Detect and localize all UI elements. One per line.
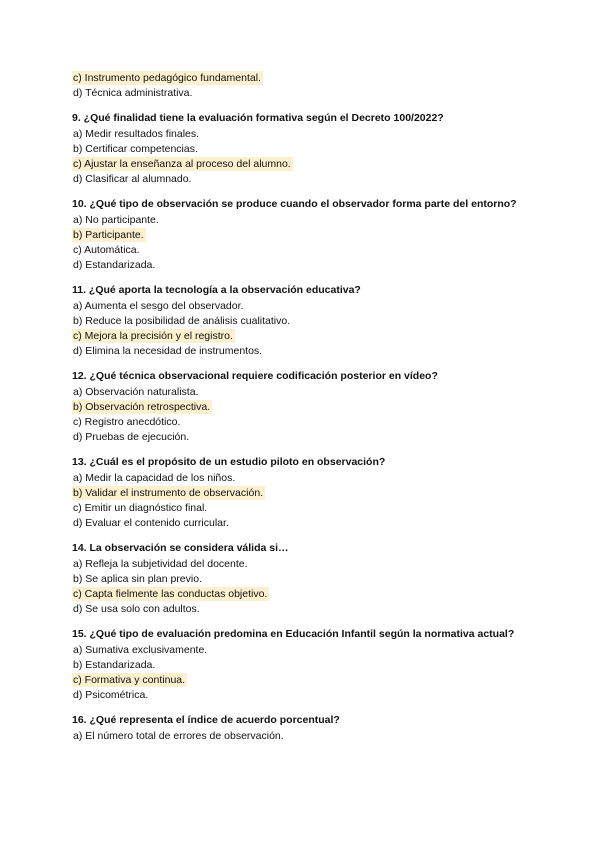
answer-option-text: b) Certificar competencias. — [73, 143, 198, 155]
question-text: 9. ¿Qué finalidad tiene la evaluación formativa según el Decreto 100/2022? — [72, 112, 444, 124]
answer-option-text: a) Observación naturalista. — [73, 386, 199, 398]
answer-option-text: b) Participante. — [73, 229, 144, 241]
question-text: 11. ¿Qué aporta la tecnología a la observación educativa? — [72, 284, 361, 296]
answer-option-text: d) Evaluar el contenido curricular. — [73, 517, 229, 529]
answer-option — [72, 314, 560, 329]
answer-option — [72, 688, 560, 703]
answer-option-text: a) Aumenta el sesgo del observador. — [73, 300, 244, 312]
answer-option-text: c) Automática. — [73, 244, 140, 256]
answer-option-text: b) Se aplica sin plan previo. — [73, 573, 202, 585]
question-block — [72, 111, 560, 187]
answer-option — [72, 572, 560, 587]
answer-option-highlighted — [72, 486, 560, 501]
answer-option-highlighted — [72, 71, 560, 86]
answer-option-text: b) Reduce la posibilidad de análisis cualitativo. — [73, 315, 291, 327]
answer-option — [72, 729, 560, 744]
answer-option-text: c) Registro anecdótico. — [73, 416, 181, 428]
answer-option-text: d) Se usa solo con adultos. — [73, 603, 200, 615]
answer-option-text: d) Pruebas de ejecución. — [73, 431, 190, 443]
answer-option — [72, 127, 560, 142]
answer-option-text: c) Formativa y continua. — [73, 674, 186, 686]
answer-option-text: a) El número total de errores de observación. — [73, 730, 284, 742]
question-block — [72, 713, 560, 744]
question-block — [72, 627, 560, 703]
answer-option — [72, 86, 560, 101]
question-text: 13. ¿Cuál es el propósito de un estudio piloto en observación? — [72, 456, 386, 468]
question-block — [72, 197, 560, 273]
answer-option-text: c) Mejora la precisión y el registro. — [73, 330, 233, 342]
answer-option-text: a) No participante. — [73, 214, 159, 226]
answer-option — [72, 385, 560, 400]
answer-option — [72, 430, 560, 445]
carryover-options — [72, 71, 560, 101]
answer-option-text: b) Validar el instrumento de observación. — [73, 487, 264, 499]
answer-option — [72, 415, 560, 430]
answer-option-text: d) Elimina la necesidad de instrumentos. — [73, 345, 263, 357]
answer-option — [72, 658, 560, 673]
answer-option — [72, 299, 560, 314]
answer-option — [72, 557, 560, 572]
answer-option-text: c) Ajustar la enseñanza al proceso del alumno. — [73, 158, 291, 170]
question-text: 14. La observación se considera válida si… — [72, 542, 289, 554]
answer-option — [72, 501, 560, 516]
answer-option — [72, 344, 560, 359]
question-text: 10. ¿Qué tipo de observación se produce cuando el observador forma parte del entorno? — [72, 198, 517, 210]
answer-option-text: c) Instrumento pedagógico fundamental. — [73, 72, 261, 84]
question-block — [72, 283, 560, 359]
question-text: 12. ¿Qué técnica observacional requiere codificación posterior en vídeo? — [72, 370, 438, 382]
answer-option-text: a) Medir la capacidad de los niños. — [73, 472, 236, 484]
answer-option-text: a) Refleja la subjetividad del docente. — [73, 558, 248, 570]
answer-option-text: d) Clasificar al alumnado. — [73, 173, 192, 185]
answer-option-text: d) Psicométrica. — [73, 689, 149, 701]
answer-option — [72, 516, 560, 531]
answer-option-text: a) Sumativa exclusivamente. — [73, 644, 208, 656]
question-text: 15. ¿Qué tipo de evaluación predomina en Educación Infantil según la normativa actual? — [72, 628, 515, 640]
answer-option-highlighted — [72, 400, 560, 415]
answer-option — [72, 258, 560, 273]
answer-option-text: c) Emitir un diagnóstico final. — [73, 502, 208, 514]
answer-option-text: c) Capta fielmente las conductas objetivo. — [73, 588, 268, 600]
answer-option-highlighted — [72, 228, 560, 243]
question-list — [72, 111, 560, 744]
question-block — [72, 455, 560, 531]
answer-option-highlighted — [72, 329, 560, 344]
answer-option-highlighted — [72, 587, 560, 602]
answer-option-text: d) Estandarizada. — [73, 259, 156, 271]
question-block — [72, 541, 560, 617]
answer-option — [72, 471, 560, 486]
answer-option — [72, 213, 560, 228]
question-block — [72, 369, 560, 445]
answer-option — [72, 602, 560, 617]
answer-option-text: a) Medir resultados finales. — [73, 128, 200, 140]
answer-option-text: b) Estandarizada. — [73, 659, 156, 671]
answer-option-text: d) Técnica administrativa. — [73, 87, 193, 99]
answer-option — [72, 643, 560, 658]
answer-option — [72, 142, 560, 157]
question-text: 16. ¿Qué representa el índice de acuerdo porcentual? — [72, 714, 340, 726]
answer-option-text: b) Observación retrospectiva. — [73, 401, 211, 413]
answer-option-highlighted — [72, 157, 560, 172]
answer-option — [72, 243, 560, 258]
answer-option-highlighted — [72, 673, 560, 688]
answer-option — [72, 172, 560, 187]
